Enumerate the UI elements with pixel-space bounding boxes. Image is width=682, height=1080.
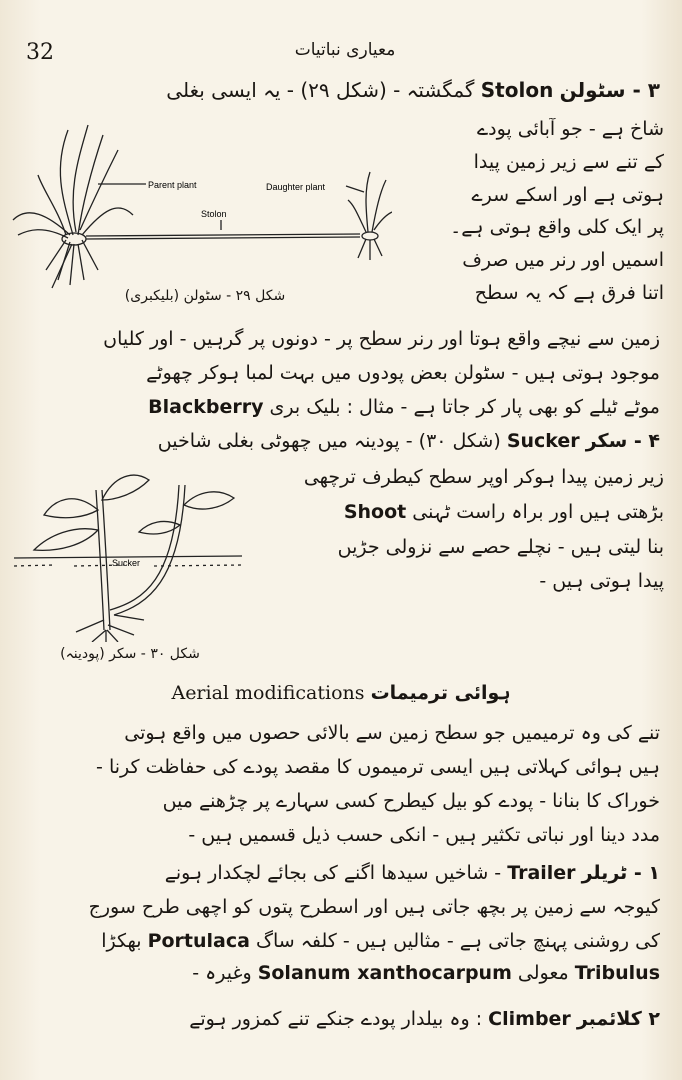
tribulus-term: Tribulus [574,962,660,984]
stolon-full-line: موجود ہوتی ہیں - سٹولن بعض پودوں میں بہت لمبا ہوکر چھوٹے [146,362,660,384]
trailer-line: کیوجہ سے زمین پر بچھ جاتی ہیں اور اسطرح پتوں کو اچھی طرح سورج [88,896,660,918]
stolon-side-line: کے تنے سے زیر زمین پیدا [473,150,664,173]
parent-plant-label: Parent plant [148,180,197,190]
trailer-line-3 [22,930,660,953]
climber-heading: ۲ کلائمبر [576,1008,660,1030]
trailer-heading: ۱ - ٹریلر [581,862,660,884]
stolon-heading: ۳ - سٹولن [559,78,660,102]
sucker-side-line: پیدا ہوتی ہیں - [539,570,664,593]
sucker-side-line: زیر زمین پیدا ہوکر اوپر سطح کیطرف ترچھی [303,466,664,488]
aerial-title-latin: Aerial modifications [171,682,365,704]
solanum-term: Solanum xanthocarpum [257,962,512,984]
sucker-figure [14,470,242,642]
sucker-side-line-text: بڑھتی ہیں اور براہ راست ٹہنی [412,500,664,523]
stolon-side-line: اسمیں اور رنر میں صرف [462,249,664,272]
stolon-heading-latin: Stolon [480,78,554,102]
aerial-title [130,682,552,704]
stolon-heading-line [22,78,660,102]
trailer-heading-line [22,862,660,885]
aerial-title-urdu: ہوائی ترمیمات [370,682,511,704]
trailer-line-text: معولی [517,962,569,984]
stolon-full-line-3 [22,396,660,419]
sucker-heading-line [22,430,660,453]
aerial-paragraph-line: خوراک کا بنانا - پودے کو بیل کیطرح کسی سہارے پر چڑھنے میں [162,790,660,812]
trailer-heading-rest: - شاخیں سیدھا اگنے کی بجائے لچکدار ہونے [164,862,502,884]
climber-heading-latin: Climber [488,1008,571,1030]
stolon-side-text [392,118,664,315]
sucker-heading-latin: Sucker [506,430,580,452]
aerial-paragraph-line: مدد دینا اور نباتی تکثیر ہیں - انکی حسب ذیل قسمیں ہیں - [188,824,660,846]
aerial-paragraph-line: تنے کی وہ ترمیمیں جو سطح زمین سے بالائی حصوں میں واقع ہوتی [124,722,660,744]
sucker-side-line: بنا لیتی ہیں - نچلے حصے سے نزولی جڑیں [337,535,664,558]
trailer-heading-latin: Trailer [507,862,576,884]
sucker-side-text [244,466,664,605]
stolon-caption: شکل ۲۹ - سٹولن (بلیکبری) [124,288,286,304]
stolon-side-line: پر ایک کلی واقع ہوتی ہے۔ [450,216,664,239]
stolon-heading-rest: گمگشتہ - (شکل ۲۹) - یہ ایسی بغلی [166,78,475,102]
stolon-side-line: شاخ ہے - جو آبائی پودے [476,118,664,140]
stolon-full-line: زمین سے نیچے واقع ہوتا اور رنر سطح پر - دونوں پر گرہیں - اور کلیاں [103,328,660,350]
example-blackberry: Blackberry [148,396,264,418]
running-head: معیاری نباتیات [294,40,396,60]
trailer-line-text: بھکڑا [101,930,142,952]
page-number: 32 [26,40,54,65]
sucker-figure-label: Sucker [112,558,141,568]
sucker-heading: ۴ - سکر [585,430,660,452]
sucker-caption: شکل ۳۰ - سکر (پودینہ) [60,646,200,662]
climber-heading-line [22,1008,660,1031]
aerial-paragraph-line: ہیں ہوائی کہلاتی ہیں ایسی ترمیموں کا مقصد پودے کی حفاظت کرنا - [96,756,660,778]
stolon-side-line: اتنا فرق ہے کہ یہ سطح [474,281,664,304]
trailer-line-text: وغیرہ - [192,962,252,984]
climber-heading-rest: : وہ بیلدار پودے جنکے تنے کمزور ہوتے [189,1008,483,1030]
daughter-plant-label: Daughter plant [266,182,326,192]
stolon-figure [8,120,392,292]
stolon-label: Stolon [201,209,227,219]
shoot-term: Shoot [343,500,407,523]
sucker-heading-rest: (شکل ۳۰) - پودینہ میں چھوٹی بغلی شاخیں [157,430,501,452]
sucker-side-line-2 [244,501,664,524]
trailer-line-4 [22,962,660,985]
trailer-line-text: کی روشنی پہنچ جاتی ہے - مثالیں ہیں - کلفہ ساگ [256,930,660,952]
stolon-side-line: ہوتی ہے اور اسکے سرے [471,183,664,206]
stolon-full-line-text: موٹے ٹیلے کو بھی پار کر جاتا ہے - مثال : بلیک بری [269,396,660,418]
portulaca-term: Portulaca [147,930,250,952]
